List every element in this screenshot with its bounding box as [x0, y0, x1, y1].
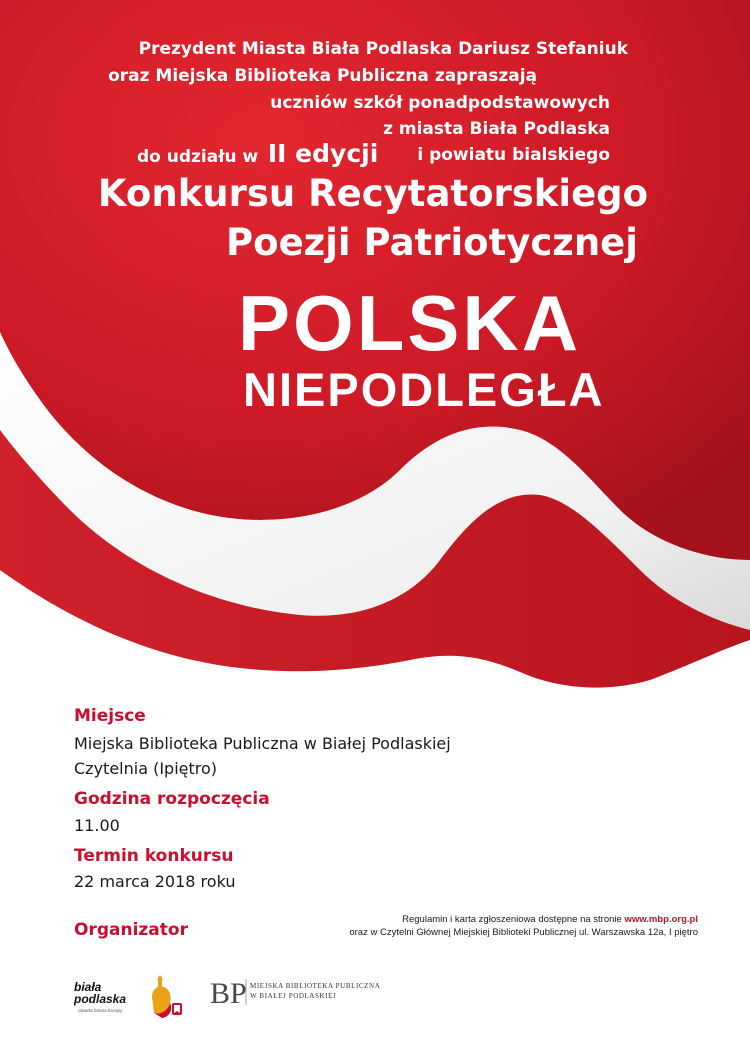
city-logo-text: biała	[74, 980, 102, 994]
rules-line-1-text: Regulamin i karta zgłoszeniowa dostępne na stronie	[402, 914, 622, 925]
rules-line-1	[349, 913, 698, 926]
edition-line	[137, 139, 378, 168]
library-logo-line-1: MIEJSKA BIBLIOTEKA PUBLICZNA	[250, 982, 381, 990]
city-logo-tagline: otwarta brama Europy	[78, 1008, 123, 1013]
edition-number: II edycji	[267, 139, 379, 168]
time-value: 11.00	[74, 816, 120, 835]
invitation-line-1: Prezydent Miasta Biała Podlaska Dariusz Stefaniuk	[138, 39, 628, 59]
library-logo	[210, 975, 390, 1009]
motto-niepodlegla: NIEPODLEGŁA	[243, 363, 605, 416]
rules-line-2: oraz w Czytelni Głównej Miejskiej Biblioteki Publicznej ul. Warszawska 12a, I piętro	[349, 927, 698, 938]
city-logo	[74, 975, 184, 1020]
motto-polska: POLSKA	[238, 279, 582, 367]
time-label: Godzina rozpoczęcia	[74, 789, 270, 809]
invitation-line-5: i powiatu bialskiego	[417, 145, 610, 165]
invitation-line-2: oraz Miejska Biblioteka Publiczna zapraszają	[108, 66, 537, 86]
contest-title-line-1: Konkursu Recytatorskiego	[97, 172, 649, 215]
city-crest-icon	[152, 975, 182, 1018]
rules-url-link[interactable]: www.mbp.org.pl	[624, 914, 698, 925]
edition-prefix: do udziału w	[137, 147, 259, 167]
place-line-1: Miejska Biblioteka Publiczna w Białej Podlaskiej	[74, 734, 451, 753]
contest-title-line-2: Poezji Patriotycznej	[226, 221, 638, 264]
place-label: Miejsce	[74, 706, 146, 726]
city-logo-text-2: podlaska	[74, 992, 127, 1006]
library-logo-line-2: W BIAŁEJ PODLASKIEJ	[250, 992, 337, 1000]
invitation-line-3: uczniów szkół ponadpodstawowych	[270, 93, 610, 113]
date-label: Termin konkursu	[74, 846, 234, 866]
rules-note	[349, 913, 698, 939]
library-monogram-icon: BP	[210, 977, 247, 1009]
organizer-label: Organizator	[74, 920, 188, 940]
date-value: 22 marca 2018 roku	[74, 872, 236, 891]
place-line-2: Czytelnia (Ipiętro)	[74, 759, 218, 778]
invitation-line-4: z miasta Biała Podlaska	[383, 119, 610, 139]
